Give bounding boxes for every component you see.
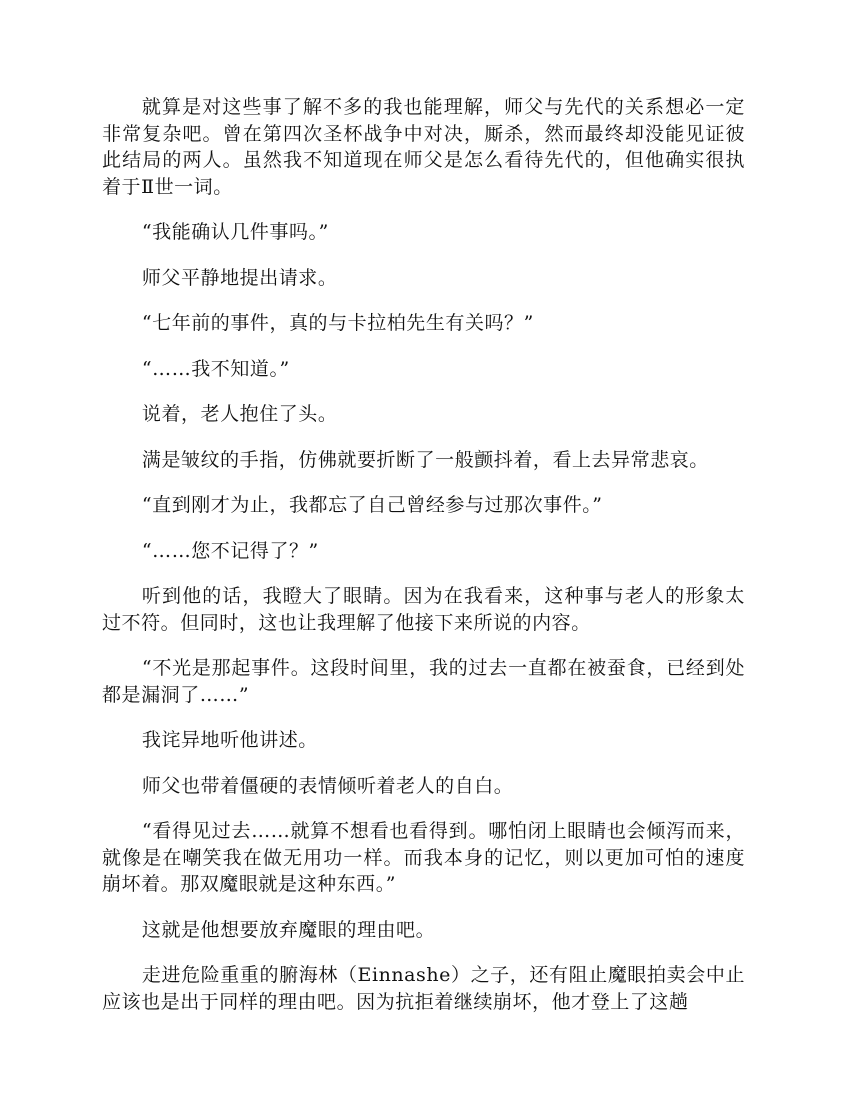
paragraph-7: 满是皱纹的手指，仿佛就要折断了一般颤抖着，看上去异常悲哀。 <box>141 448 709 471</box>
paragraph-6: 说着，老人抱住了头。 <box>141 403 338 425</box>
paragraph-15: 这就是他想要放弃魔眼的理由吧。 <box>141 918 436 941</box>
paragraph-2: “我能确认几件事吗。” <box>141 221 329 243</box>
paragraph-12: 我诧异地听他讲述。 <box>141 729 318 751</box>
paragraph-13: 师父也带着僵硬的表情倾听着老人的自白。 <box>141 774 514 797</box>
paragraph-3: 师父平静地提出请求。 <box>141 266 338 289</box>
paragraph-9: “……您不记得了？” <box>141 539 319 562</box>
paragraph-11: “不光是那起事件。这段时间里，我的过去一直都在被蚕食，已经到处都是漏洞了……” <box>102 657 745 706</box>
document-body <box>102 94 745 1034</box>
paragraph-5: “……我不知道。” <box>141 357 290 380</box>
paragraph-1: 就算是对这些事了解不多的我也能理解，师父与先代的关系想必一定非常复杂吧。曾在第四次圣杯战争中对决，厮杀，然而最终却没能见证彼此结局的两人。虽然我不知道现在师父是怎么看待先代的，但他确实很执着于Ⅱ世一词。 <box>102 96 745 198</box>
paragraph-8: “直到刚才为止，我都忘了自己曾经参与过那次事件。” <box>141 494 603 516</box>
paragraph-10: 听到他的话，我瞪大了眼睛。因为在我看来，这种事与老人的形象太过不符。但同时，这也让我理解了他接下来所说的内容。 <box>102 585 745 634</box>
paragraph-4: “七年前的事件，真的与卡拉柏先生有关吗？” <box>141 312 534 334</box>
paragraph-14: “看得见过去……就算不想看也看得到。哪怕闭上眼睛也会倾泻而来，就像是在嘲笑我在做无用功一样。而我本身的记忆，则以更加可怕的速度崩坏着。那双魔眼就是这种东西。” <box>102 820 745 895</box>
paragraph-16: 走进危险重重的腑海林（Einnashe）之子，还有阻止魔眼拍卖会中止应该也是出于同样的理由吧。因为抗拒着继续崩坏，他才登上了这趟 <box>102 964 745 1013</box>
